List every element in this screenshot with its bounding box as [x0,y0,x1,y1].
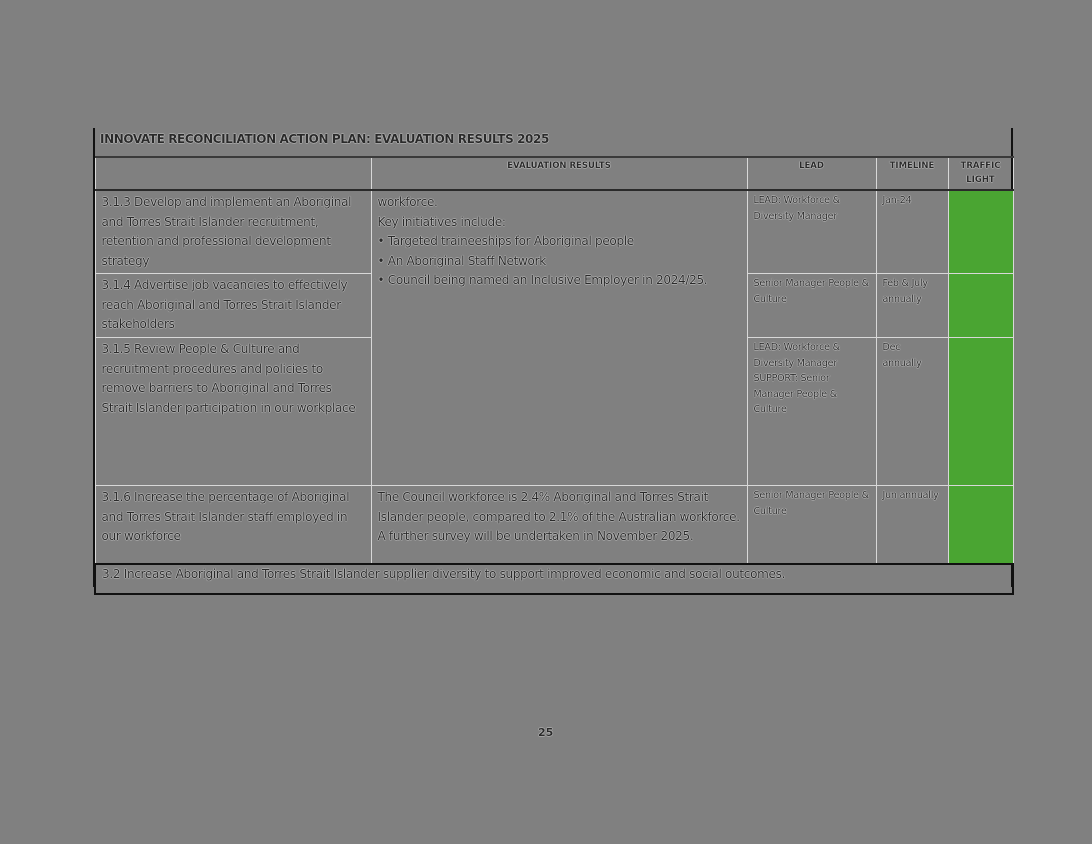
header-timeline: TIMELINE [876,157,948,190]
evaluation-bullet: • Council being named an Inclusive Employer in 2024/25. [377,273,708,287]
action-cell: 3.1.4 Advertise job vacancies to effectively reach Aboriginal and Torres Strait Islander stakeholders [95,274,371,338]
lead-cell: LEAD: Workforce & Diversity Manager [747,190,876,274]
evaluation-bullet: • Targeted traineeships for Aboriginal people [377,234,634,248]
evaluation-cell-merged [371,190,747,486]
header-traffic-light: TRAFFIC LIGHT [948,157,1013,190]
section-row [95,564,1013,594]
header-action [95,157,371,190]
document-title: INNOVATE RECONCILIATION ACTION PLAN: EVALUATION RESULTS 2025 [100,132,549,146]
lead-cell: Senior Manager People & Culture [747,274,876,338]
timeline-cell: Jun annually [876,486,948,564]
section-heading-3-2: 3.2 Increase Aboriginal and Torres Strait Islander supplier diversity to support improved economic and social outcomes. [95,564,1013,594]
evaluation-cell: The Council workforce is 2.4% Aboriginal and Torres Strait Islander people, compared to 2.1% of the Australian workforce. A further survey will be undertaken in November 2025. [371,486,747,564]
timeline-cell: Feb & July annually [876,274,948,338]
traffic-light-green [948,338,1013,486]
evaluation-bullet: • An Aboriginal Staff Network [377,253,546,268]
header-lead: LEAD [747,157,876,190]
action-cell: 3.1.6 Increase the percentage of Aboriginal and Torres Strait Islander staff employed in our workforce [95,486,371,564]
timeline-cell: Jan-24 [876,190,948,274]
lead-cell: LEAD: Workforce & Diversity Manager SUPPORT: Senior Manager People & Culture [747,338,876,486]
traffic-light-green [948,486,1013,564]
traffic-light-green [948,190,1013,274]
action-cell: 3.1.5 Review People & Culture and recruitment procedures and policies to remove barriers to Aboriginal and Torres Strait Islander participation in our workplace [95,338,371,486]
evaluation-line: Key initiatives include: [377,214,506,229]
evaluation-table [94,156,1014,595]
timeline-cell: Dec annually [876,338,948,486]
evaluation-line: workforce. [377,195,438,209]
traffic-light-green [948,274,1013,338]
page-number: 25 [538,726,554,739]
table-row [95,190,1013,274]
lead-cell: Senior Manager People & Culture [747,486,876,564]
header-evaluation-results: EVALUATION RESULTS [371,157,747,190]
table-header-row [95,157,1013,190]
table-row [95,486,1013,564]
action-cell: 3.1.3 Develop and implement an Aboriginal and Torres Strait Islander recruitment, retention and professional development strategy [95,190,371,274]
